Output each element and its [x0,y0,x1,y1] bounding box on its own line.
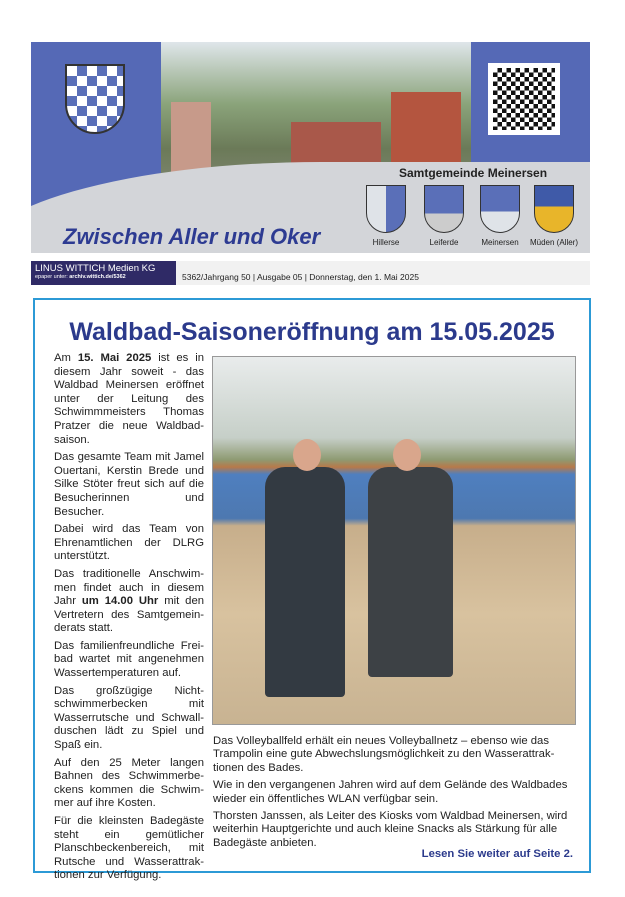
paragraph-text: Am [54,352,78,364]
article-right-column [213,735,576,854]
paragraph [54,451,204,519]
coat-of-arms-icon [534,185,574,233]
paragraph: Thorsten Janssen, als Leiter des Kiosks vom Waldbad Meinersen, wird weiterhin Hauptgerichte und auch kleine Snacks als Stärkung für alle Badegäste anbieten. [213,810,568,849]
lion-crest-icon [65,64,125,134]
paragraph-text: Für die kleinsten Badegäste steht ein gemütlicher Planschbeckenbereich, mit Rutsche und Wasserattraktionen zur Verfügung. [54,815,204,882]
publisher-name: LINUS WITTICH Medien KG [35,263,156,274]
paragraph-text: Das gesamte Team mit Jamel Ouertani, Kerstin Brede und Silke Stöter freut sich auf die Besucherinnen und Besucher. [54,451,204,518]
continue-link[interactable]: Lesen Sie weiter auf Seite 2. [421,848,573,860]
paragraph [54,568,204,636]
masthead-banner [31,42,590,253]
coat-of-arms-icon [480,185,520,233]
epaper-link[interactable]: archiv.wittich.de/5362 [69,274,126,280]
paragraph: Wie in den vergangenen Jahren wird auf dem Gelände des Waldbades wieder ein öffentliches WLAN verfügbar sein. [213,779,568,805]
epaper-prefix: epaper unter: [35,274,70,280]
paragraph [54,815,204,883]
article-photo [212,356,576,725]
article-left-column [54,352,204,887]
coat-label: Meinersen [481,238,519,247]
paragraph-text: Das großzügige Nichtschwimmerbecken mit Wasserrutsche und Schwallduschen lädt zu Spiel und Spaß ein. [54,684,204,752]
coat-label: Hillerse [372,238,400,247]
coat-label: Leiferde [429,238,459,247]
coat-of-arms-icon [366,185,406,233]
paragraph-text: um 14.00 Uhr [81,595,159,608]
coat-of-arms-icon [424,185,464,233]
coat-label: Müden (Aller) [529,238,578,247]
issue-info: 5362/Jahrgang 50 | Ausgabe 05 | Donnerstag, den 1. Mai 2025 [182,272,419,282]
paragraph-text: Auf den 25 Meter langen Bahnen des Schwimmerbeckens kommen die Schwimmer auf ihre Kosten. [54,756,204,810]
article-frame [33,298,591,882]
paragraph [54,757,204,811]
paragraph [54,352,204,447]
paragraph-text: 15. Mai 2025 [77,352,152,364]
paragraph: Das Volleyballfeld erhält ein neues Volleyballnetz – ebenso wie das Trampolin eine gute Abwechslungsmöglichkeit zu den Wasserattraktionen des Bades. [213,735,555,774]
paragraph-text: ist es in diesem Jahr soweit - das Waldbad Meinersen eröffnet unter der Leitung des Schwimmmeisters Thomas Pratzer die neue Waldbadsaison. [54,352,204,446]
paragraph-text: mit den Vertretern des Samtgemeinderats statt. [54,595,205,635]
paragraph [54,523,204,564]
article-title: Waldbad-Saisoneröffnung am 15.05.2025 [69,318,555,346]
paragraph-text: Dabei wird das Team von Ehrenamtlichen der DLRG unterstützt. [54,523,204,563]
paragraph [54,685,204,753]
issue-bar [31,261,590,285]
paragraph-text: Das familienfreundliche Freibad wartet mit angenehmen Wassertemperaturen auf. [54,639,204,680]
masthead-title: Zwischen Aller und Oker [63,224,321,249]
municipality-name: Samtgemeinde Meinersen [399,166,548,180]
paragraph [54,640,204,681]
publisher-box [31,261,176,285]
paragraph-text: Das traditionelle Anschwimmen findet auch in diesem Jahr [54,567,204,608]
qr-code-icon[interactable] [488,63,560,135]
